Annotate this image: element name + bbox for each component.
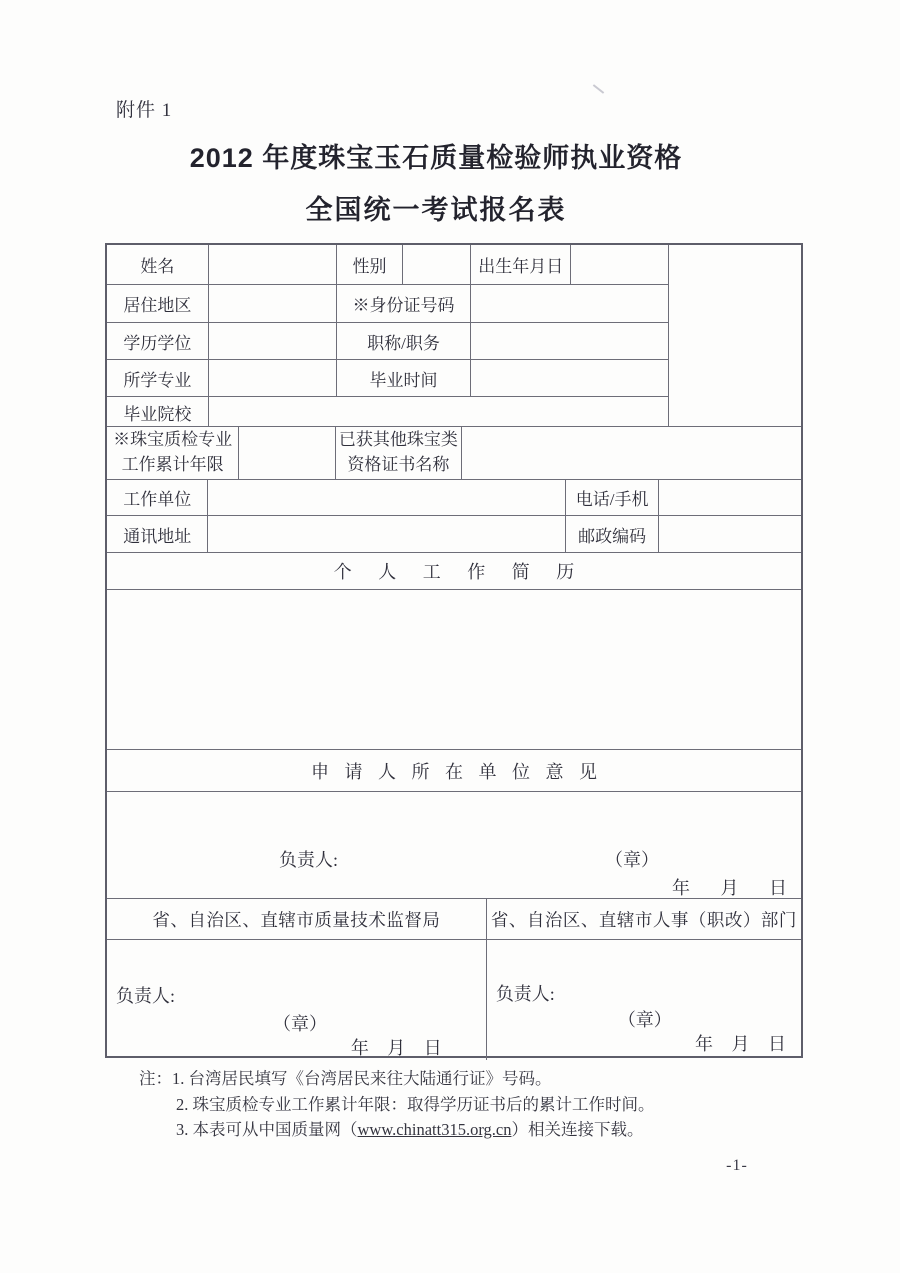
address-label: 通讯地址	[107, 516, 208, 552]
residence-value-cell	[209, 285, 337, 322]
birthdate-value-cell	[571, 245, 668, 284]
personnel-dept-manager-label: 负责人:	[495, 984, 555, 1004]
table-row-employer	[107, 480, 801, 516]
table-row-major	[107, 360, 668, 397]
personnel-dept-date-label: 年 月 日	[695, 1034, 786, 1054]
department-headers-row	[107, 899, 801, 940]
quality-bureau-manager-label: 负责人:	[116, 986, 176, 1006]
quality-bureau-header: 省、自治区、直辖市质量技术监督局	[107, 899, 487, 939]
address-value-cell	[208, 516, 566, 552]
footnote-3-post: ）相关连接下载。	[511, 1120, 644, 1139]
opinion-signature-area	[107, 792, 801, 899]
footnote-1-text: 1. 台湾居民填写《台湾居民来往大陆通行证》号码。	[172, 1069, 552, 1088]
postcode-label: 邮政编码	[566, 516, 658, 552]
resume-blank-area	[107, 590, 801, 750]
phone-value-cell	[659, 480, 801, 515]
table-row-name	[107, 245, 668, 285]
scan-artifact-mark	[593, 84, 604, 94]
name-label: 姓名	[107, 245, 209, 284]
phone-label: 电话/手机	[566, 480, 658, 515]
other-cert-value-cell	[462, 427, 801, 479]
footnote-2: 2. 珠宝质检专业工作累计年限：取得学历证书后的累计工作时间。	[176, 1094, 655, 1114]
registration-form-table	[105, 243, 803, 1058]
grad-time-label: 毕业时间	[337, 360, 472, 396]
quality-bureau-signature-area	[107, 940, 487, 1060]
table-row-address	[107, 516, 801, 553]
website-url: www.chinatt315.org.cn	[357, 1120, 512, 1139]
school-value-cell	[209, 397, 668, 427]
opinion-section-header: 申 请 人 所 在 单 位 意 见	[107, 750, 801, 792]
job-title-label: 职称/职务	[337, 323, 472, 359]
employer-value-cell	[208, 480, 566, 515]
footnote-3-pre: 3. 本表可从中国质量网（	[176, 1120, 358, 1139]
footnote-3	[139, 1117, 789, 1143]
opinion-manager-label: 负责人:	[279, 850, 339, 870]
personnel-dept-signature-area	[487, 940, 801, 1060]
department-signature-row	[107, 940, 801, 1060]
quality-bureau-date-label: 年 月 日	[350, 1038, 442, 1058]
job-title-value-cell	[471, 323, 668, 359]
footnotes	[139, 1066, 789, 1143]
form-title-line2: 全国统一考试报名表	[305, 195, 567, 225]
work-years-label-line1: ※珠宝质检专业	[113, 430, 233, 450]
gender-value-cell	[403, 245, 471, 284]
other-cert-label-line2: 资格证书名称	[347, 455, 450, 474]
other-cert-label-line1: 已获其他珠宝类	[338, 430, 458, 450]
major-value-cell	[209, 360, 337, 396]
school-label: 毕业院校	[107, 397, 209, 427]
photo-box	[669, 245, 801, 426]
id-number-label: ※身份证号码	[337, 285, 472, 322]
resume-section-header: 个 人 工 作 简 历	[107, 553, 801, 590]
birthdate-label: 出生年月日	[471, 245, 571, 284]
table-row-residence	[107, 285, 668, 323]
table-row-work-years	[107, 427, 801, 480]
opinion-date-label: 年 月 日	[672, 878, 787, 898]
grad-time-value-cell	[471, 360, 668, 396]
education-value-cell	[209, 323, 337, 359]
attachment-label: 附件 1	[116, 100, 173, 121]
gender-label: 性别	[337, 245, 404, 284]
employer-label: 工作单位	[107, 480, 208, 515]
work-years-value-cell	[239, 427, 335, 479]
major-label: 所学专业	[107, 360, 209, 396]
footnote-1	[139, 1066, 789, 1092]
residence-label: 居住地区	[107, 285, 209, 322]
page-number: -1-	[726, 1157, 748, 1174]
footnote-prefix: 注：	[139, 1069, 172, 1088]
quality-bureau-seal-label: （章）	[273, 1014, 327, 1034]
education-label: 学历学位	[107, 323, 209, 359]
other-cert-label	[336, 427, 462, 479]
personal-info-group	[107, 245, 801, 427]
table-row-education	[107, 323, 668, 360]
form-title-line1: 2012 年度珠宝玉石质量检验师执业资格	[189, 143, 683, 173]
id-number-value-cell	[471, 285, 668, 322]
table-row-school	[107, 397, 668, 427]
work-years-label-line2: 工作累计年限	[121, 455, 224, 474]
personal-info-rows	[107, 245, 669, 426]
postcode-value-cell	[659, 516, 801, 552]
name-value-cell	[209, 245, 337, 284]
personnel-dept-seal-label: （章）	[617, 1010, 672, 1030]
personnel-dept-header: 省、自治区、直辖市人事（职改）部门	[490, 909, 797, 930]
opinion-seal-label: （章）	[605, 850, 659, 870]
form-title	[0, 136, 872, 227]
work-years-label	[107, 427, 239, 479]
